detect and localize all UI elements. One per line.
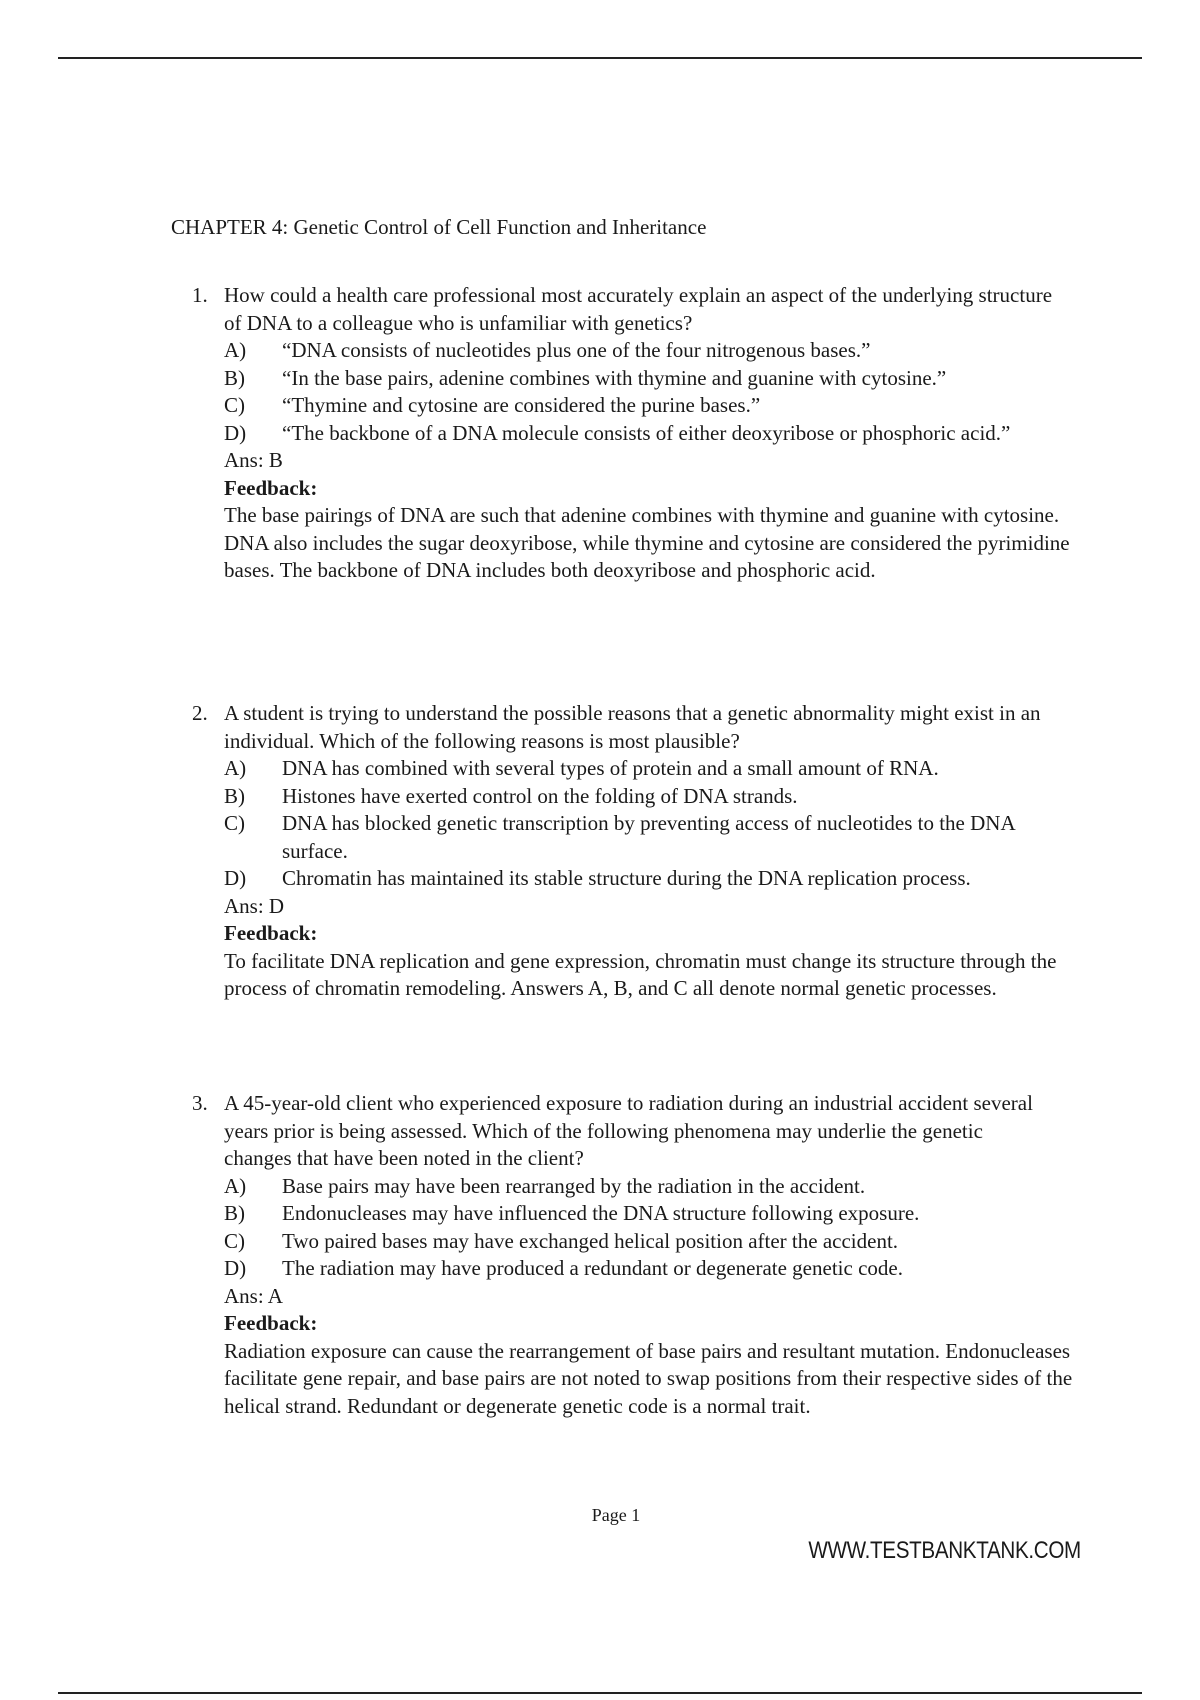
top-rule bbox=[58, 57, 1142, 59]
option-text: The radiation may have produced a redundant or degenerate genetic code. bbox=[282, 1256, 903, 1280]
question-stem: A 45-year-old client who experienced exposure to radiation during an industrial accident several years prior is being assessed. Which of the following phenomena may underlie the genetic changes that have been noted in the client? bbox=[224, 1091, 1033, 1170]
site-watermark: WWW.TESTBANKTANK.COM bbox=[808, 1537, 1081, 1564]
option-b bbox=[224, 365, 1092, 393]
option-letter: B) bbox=[224, 1201, 245, 1225]
question-number: 1. bbox=[192, 283, 208, 307]
page-number: Page 1 bbox=[591, 1505, 641, 1525]
feedback-label: Feedback: bbox=[224, 921, 318, 945]
option-text: “The backbone of a DNA molecule consists of either deoxyribose or phosphoric acid.” bbox=[282, 420, 1011, 445]
answer-key: Ans: A bbox=[224, 1283, 283, 1308]
feedback-body: Radiation exposure can cause the rearrangement of base pairs and resultant mutation. Endonucleases facilitate gene repair, and base pairs are not noted to swap positions from their respective sides of the helical strand. Redundant or degenerate genetic code is a normal trait. bbox=[224, 1338, 1073, 1418]
option-text: DNA has blocked genetic transcription by preventing access of nucleotides to the DNA surface. bbox=[282, 811, 1015, 863]
option-text: “Thymine and cytosine are considered the purine bases.” bbox=[282, 393, 761, 417]
feedback-text bbox=[192, 502, 1092, 585]
question-stem: How could a health care professional most accurately explain an aspect of the underlying structure of DNA to a colleague who is unfamiliar with genetics? bbox=[224, 283, 1053, 335]
option-text: “DNA consists of nucleotides plus one of the four nitrogenous bases.” bbox=[282, 338, 871, 362]
option-d bbox=[224, 420, 1092, 448]
option-a bbox=[224, 337, 1092, 365]
feedback-label: Feedback: bbox=[224, 475, 318, 500]
option-letter: A) bbox=[224, 338, 247, 362]
option-letter: A) bbox=[224, 756, 247, 780]
question-stem-row bbox=[192, 282, 1092, 337]
option-letter: D) bbox=[224, 420, 247, 445]
answer-options bbox=[192, 337, 1092, 447]
option-c bbox=[224, 1228, 1092, 1256]
question-number: 3. bbox=[192, 1091, 208, 1115]
option-letter: B) bbox=[224, 365, 245, 390]
question-stem: A student is trying to understand the possible reasons that a genetic abnormality might exist in an individual. Which of the following reasons is most plausible? bbox=[224, 701, 1041, 753]
option-text: Two paired bases may have exchanged helical position after the accident. bbox=[282, 1228, 899, 1253]
option-letter: B) bbox=[224, 783, 245, 808]
option-a bbox=[224, 755, 1092, 783]
option-b bbox=[224, 783, 1092, 811]
option-letter: C) bbox=[224, 1228, 245, 1253]
option-c bbox=[224, 392, 1092, 420]
option-letter: D) bbox=[224, 1256, 247, 1280]
question-stem-row bbox=[192, 700, 1092, 755]
feedback-label: Feedback: bbox=[224, 1311, 318, 1335]
question-stem-row bbox=[192, 1090, 1092, 1173]
option-text: Chromatin has maintained its stable structure during the DNA replication process. bbox=[282, 866, 971, 890]
question-3 bbox=[192, 1090, 1092, 1420]
feedback-text bbox=[192, 948, 1092, 1003]
option-a bbox=[224, 1173, 1092, 1201]
option-b bbox=[224, 1200, 1092, 1228]
option-text: DNA has combined with several types of protein and a small amount of RNA. bbox=[282, 756, 939, 780]
option-letter: D) bbox=[224, 866, 247, 890]
answer-options bbox=[192, 755, 1092, 893]
question-1 bbox=[192, 282, 1092, 585]
option-text: Base pairs may have been rearranged by the radiation in the accident. bbox=[282, 1173, 866, 1198]
question-number: 2. bbox=[192, 701, 208, 725]
answer-key: Ans: D bbox=[224, 893, 285, 918]
option-letter: A) bbox=[224, 1173, 247, 1198]
option-text: “In the base pairs, adenine combines with thymine and guanine with cytosine.” bbox=[282, 365, 947, 390]
option-letter: C) bbox=[224, 811, 245, 835]
option-text: Endonucleases may have influenced the DNA structure following exposure. bbox=[282, 1201, 920, 1225]
feedback-text bbox=[192, 1338, 1092, 1421]
answer-key: Ans: B bbox=[224, 448, 283, 472]
option-d bbox=[224, 865, 1092, 893]
option-letter: C) bbox=[224, 393, 245, 417]
question-2 bbox=[192, 700, 1092, 1003]
bottom-rule bbox=[58, 1692, 1142, 1694]
option-c bbox=[224, 810, 1092, 865]
option-text: Histones have exerted control on the folding of DNA strands. bbox=[282, 783, 798, 808]
option-d bbox=[224, 1255, 1092, 1283]
feedback-body: To facilitate DNA replication and gene expression, chromatin must change its structure through the process of chromatin remodeling. Answers A, B, and C all denote normal genetic processes. bbox=[224, 948, 1057, 1000]
feedback-body: The base pairings of DNA are such that adenine combines with thymine and guanine with cytosine. DNA also includes the sugar deoxyribose, while thymine and cytosine are considered the pyrimidine bases. The backbone of DNA includes both deoxyribose and phosphoric acid. bbox=[224, 503, 1070, 582]
answer-options bbox=[192, 1173, 1092, 1283]
chapter-title: CHAPTER 4: Genetic Control of Cell Function and Inheritance bbox=[171, 215, 707, 239]
